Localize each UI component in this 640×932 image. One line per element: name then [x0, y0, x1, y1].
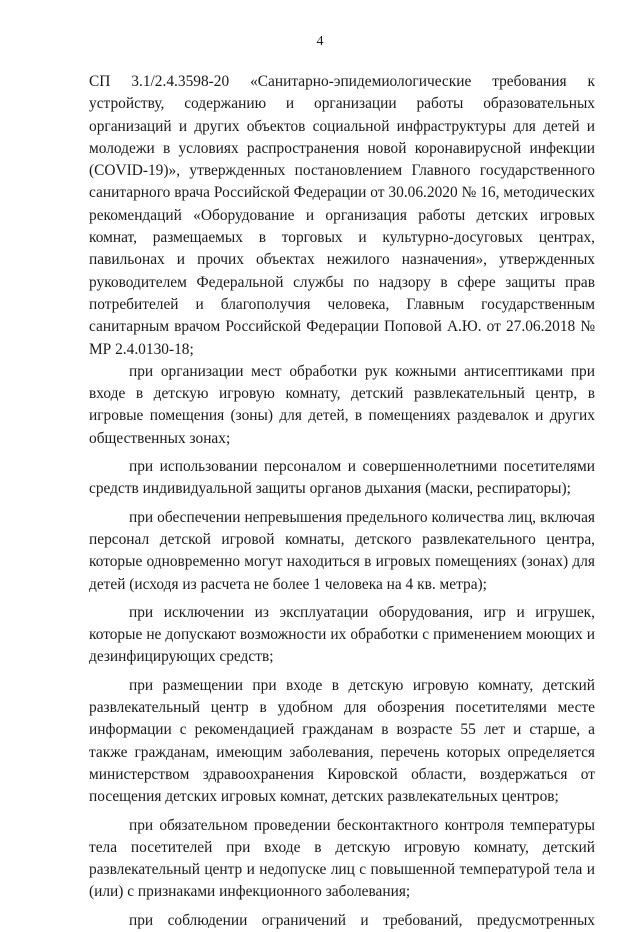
- paragraph-age-recommendation: при размещении при входе в детскую игровую комнату, детский развлекательный центр в удобном для обозрения посетителями месте информации с рекомендацией гражданам в возрасте 55 лет и старше, а также гражданам, имеющим заболевания, перечень которых определяется министерством здравоохранения Кировской области, воздержаться от посещения детских игровых комнат, детских развлекательных центров;: [89, 676, 595, 806]
- document-body: [89, 71, 595, 932]
- page-number: 4: [316, 34, 324, 49]
- paragraph-restrictions: при соблюдении ограничений и требований, предусмотренных: [129, 911, 595, 929]
- paragraph-protective-masks: при использовании персоналом и совершеннолетними посетителями средств индивидуальной защиты органов дыхания (маски, респираторы);: [89, 458, 595, 498]
- paragraph-occupancy-limit: при обеспечении непревышения предельного количества лиц, включая персонал детской игровой комнаты, детского развлекательного центра, которые одновременно могут находиться в игровых помещениях (зонах) для детей (исходя из расчета не более 1 человека на 4 кв. метра);: [89, 508, 595, 593]
- paragraph-regulations: СП 3.1/2.4.3598-20 «Санитарно-эпидемиологические требования к устройству, содержанию и организации работы образовательных организаций и других объектов социальной инфраструктуры для детей и молодежи в условиях распространения новой коронавирусной инфекции (COVID-19)», утвержденных постановлением Главного государственного санитарного врача Российской Федерации от 30.06.2020 № 16, методических рекомендаций «Оборудование и организация работы детских игровых комнат, размещаемых в торговых и культурно-досуговых центрах, павильонах и прочих объектах нежилого назначения», утвержденных руководителем Федеральной службы по надзору в сфере защиты прав потребителей и благополучия человека, Главным государственным санитарным врачом Российской Федерации Поповой А.Ю. от 27.06.2018 № МР 2.4.0130-18;: [89, 73, 595, 358]
- paragraph-hand-antiseptic: при организации мест обработки рук кожными антисептиками при входе в детскую игровую комнату, детский развлекательный центр, в игровые помещения (зоны) для детей, в помещениях раздевалок и других общественных зонах;: [89, 362, 595, 447]
- paragraph-temperature-control: при обязательном проведении бесконтактного контроля температуры тела посетителей при входе в детскую игровую комнату, детский развлекательный центр и недопуске лиц с повышенной температурой тела и (или) с признаками инфекционного заболевания;: [89, 816, 595, 901]
- paragraph-equipment-exclusion: при исключении из эксплуатации оборудования, игр и игрушек, которые не допускают возможности их обработки с применением моющих и дезинфицирующих средств;: [89, 603, 595, 666]
